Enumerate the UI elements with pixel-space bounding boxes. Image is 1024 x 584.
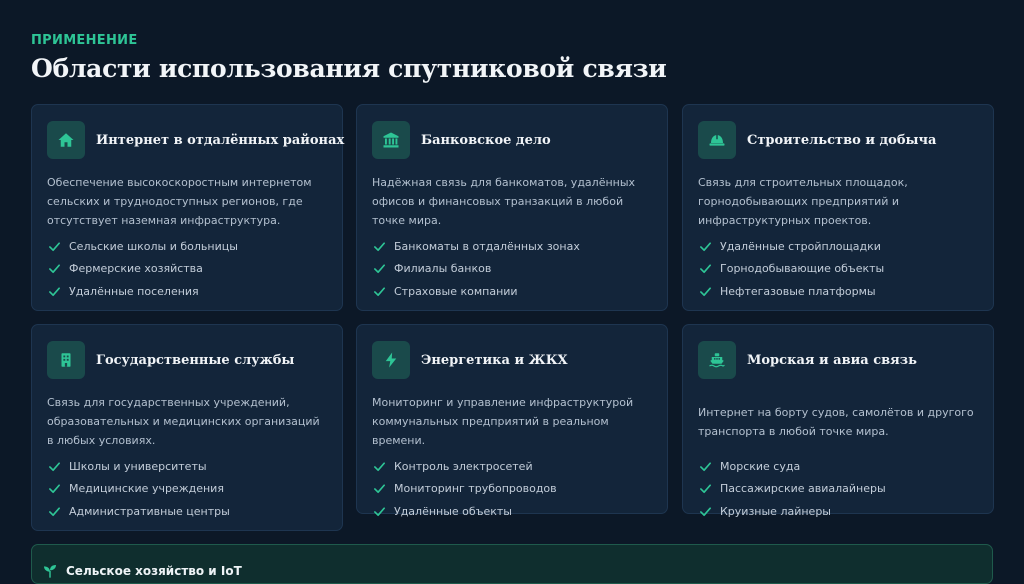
card-description: Мониторинг и управление инфраструктурой коммунальных предприятий в реальном времени. — [372, 396, 634, 447]
list-item: Удалённые поселения — [47, 280, 327, 303]
card-description: Интернет на борту судов, самолётов и другого транспорта в любой точке мира. — [698, 405, 974, 438]
card-description: Надёжная связь для банкоматов, удалённых офисов и финансовых транзакций в любой точке мира. — [372, 176, 636, 227]
government-building-icon — [47, 341, 85, 379]
bank-icon — [372, 121, 410, 159]
check-icon — [699, 482, 712, 495]
card-maritime-aviation — [682, 324, 994, 518]
lightning-icon — [372, 341, 410, 379]
card-title: Морская и авиа связь — [747, 352, 917, 368]
list-item: Морские суда — [698, 455, 978, 478]
check-icon — [373, 285, 386, 298]
check-icon — [48, 482, 61, 495]
check-icon — [699, 460, 712, 473]
card-list — [698, 235, 978, 303]
card-list — [47, 235, 327, 303]
seedling-icon — [42, 563, 58, 579]
card-list — [372, 455, 652, 523]
check-icon — [48, 505, 61, 518]
card-agriculture-iot — [31, 544, 993, 584]
section-eyebrow: ПРИМЕНЕНИЕ — [31, 33, 138, 48]
card-title: Сельское хозяйство и IoT — [66, 564, 242, 578]
check-icon — [373, 482, 386, 495]
card-list — [698, 455, 978, 523]
card-description: Обеспечение высокоскоростным интернетом сельских и труднодоступных регионов, где отсутствует наземная инфраструктура. — [47, 176, 312, 227]
card-construction-mining — [682, 104, 994, 311]
list-item: Нефтегазовые платформы — [698, 280, 978, 303]
list-item: Удалённые стройплощадки — [698, 235, 978, 258]
card-energy-utilities — [356, 324, 668, 518]
list-item: Круизные лайнеры — [698, 500, 978, 523]
list-item: Удалённые объекты — [372, 500, 652, 523]
page-title: Области использования спутниковой связи — [31, 54, 667, 83]
check-icon — [48, 285, 61, 298]
check-icon — [48, 262, 61, 275]
list-item: Пассажирские авиалайнеры — [698, 478, 978, 501]
list-item: Сельские школы и больницы — [47, 235, 327, 258]
list-item: Контроль электросетей — [372, 455, 652, 478]
list-item: Медицинские учреждения — [47, 478, 327, 501]
check-icon — [373, 240, 386, 253]
list-item: Банкоматы в отдалённых зонах — [372, 235, 652, 258]
card-title: Банковское дело — [421, 132, 551, 148]
list-item: Филиалы банков — [372, 258, 652, 281]
check-icon — [373, 460, 386, 473]
card-title: Интернет в отдалённых районах — [96, 132, 345, 148]
card-remote-internet — [31, 104, 343, 311]
check-icon — [699, 262, 712, 275]
card-government — [31, 324, 343, 531]
check-icon — [699, 285, 712, 298]
list-item: Школы и университеты — [47, 455, 327, 478]
hard-hat-icon — [698, 121, 736, 159]
card-description: Связь для государственных учреждений, образовательных и медицинских организаций в любых условиях. — [47, 396, 320, 447]
card-list — [372, 235, 652, 303]
home-icon — [47, 121, 85, 159]
list-item: Страховые компании — [372, 280, 652, 303]
check-icon — [48, 460, 61, 473]
card-description: Связь для строительных площадок, горнодобывающих предприятий и инфраструктурных проектов. — [698, 176, 908, 227]
list-item: Мониторинг трубопроводов — [372, 478, 652, 501]
check-icon — [699, 505, 712, 518]
list-item: Административные центры — [47, 500, 327, 523]
card-title: Государственные службы — [96, 352, 295, 368]
card-title: Строительство и добыча — [747, 132, 937, 148]
list-item: Фермерские хозяйства — [47, 258, 327, 281]
card-banking — [356, 104, 668, 311]
card-list — [47, 455, 327, 523]
check-icon — [373, 505, 386, 518]
list-item: Горнодобывающие объекты — [698, 258, 978, 281]
ship-icon — [698, 341, 736, 379]
check-icon — [699, 240, 712, 253]
check-icon — [48, 240, 61, 253]
check-icon — [373, 262, 386, 275]
card-title: Энергетика и ЖКХ — [421, 352, 568, 368]
